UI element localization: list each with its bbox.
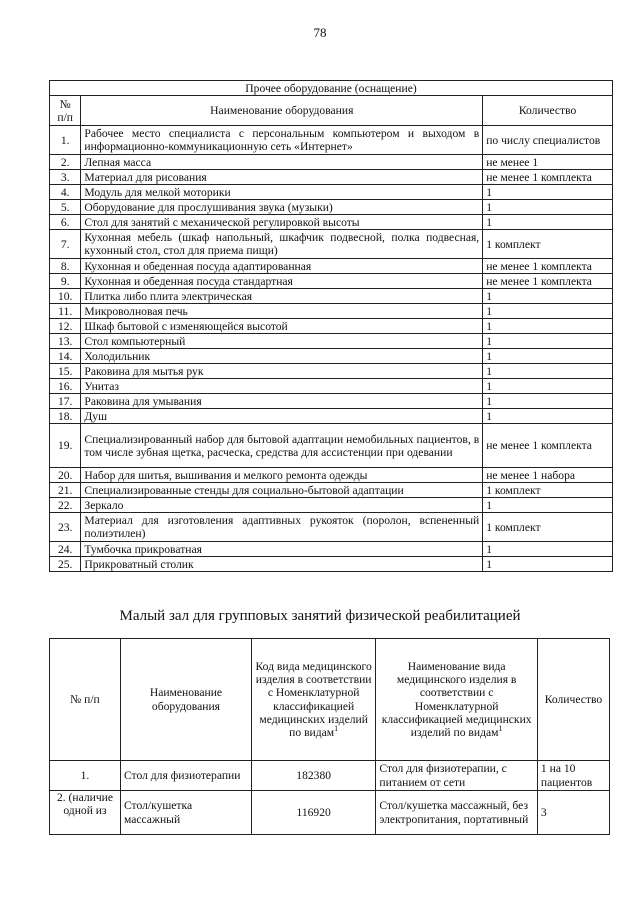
- header-kind: [376, 639, 538, 761]
- table-row: [50, 274, 613, 289]
- row-qty: 1: [483, 185, 613, 200]
- row-code: 116920: [251, 791, 375, 835]
- row-name: Рабочее место специалиста с персональным компьютером и выходом в информационно-коммуникационную сеть «Интернет»: [81, 126, 483, 155]
- row-name: Раковина для умывания: [81, 394, 483, 409]
- table-row: [50, 319, 613, 334]
- header-name: Наименование оборудования: [81, 96, 483, 126]
- row-num: 21.: [50, 483, 81, 498]
- row-name: Унитаз: [81, 379, 483, 394]
- section-title: Малый зал для групповых занятий физической реабилитацией: [119, 608, 521, 624]
- row-num: 14.: [50, 349, 81, 364]
- table-row: [50, 791, 610, 835]
- row-qty: 1: [483, 557, 613, 572]
- row-name: Шкаф бытовой с изменяющейся высотой: [81, 319, 483, 334]
- row-num: 12.: [50, 319, 81, 334]
- footnote-mark: 1: [334, 724, 339, 734]
- row-num: 24.: [50, 542, 81, 557]
- header-qty: Количество: [537, 639, 609, 761]
- table-row: [50, 304, 613, 319]
- row-qty: не менее 1 комплекта: [483, 170, 613, 185]
- row-num: 19.: [50, 424, 81, 468]
- table-row: [50, 498, 613, 513]
- table-row: [50, 379, 613, 394]
- row-qty: 1 комплект: [483, 483, 613, 498]
- row-qty: не менее 1 комплекта: [483, 259, 613, 274]
- table-row: [50, 409, 613, 424]
- row-num: 2.: [50, 155, 81, 170]
- table-row: [50, 349, 613, 364]
- row-qty: 1 комплект: [483, 513, 613, 542]
- row-num: 10.: [50, 289, 81, 304]
- table-row: [50, 185, 613, 200]
- row-qty: 1: [483, 409, 613, 424]
- row-num: 16.: [50, 379, 81, 394]
- header-name: Наименование оборудования: [120, 639, 251, 761]
- row-qty: 3: [537, 791, 609, 835]
- table-row: [50, 761, 610, 791]
- row-name: Плитка либо плита электрическая: [81, 289, 483, 304]
- table-row: [50, 424, 613, 468]
- row-name: Кухонная и обеденная посуда адаптированная: [81, 259, 483, 274]
- header-num: № п/п: [50, 96, 81, 126]
- row-name: Специализированные стенды для социально-бытовой адаптации: [81, 483, 483, 498]
- row-num: 1.: [50, 761, 121, 791]
- row-name: Материал для рисования: [81, 170, 483, 185]
- row-num: 17.: [50, 394, 81, 409]
- row-name: Специализированный набор для бытовой адаптации немобильных пациентов, в том числе зубная щетка, расческа, средства для ассистенции при одевании: [81, 424, 483, 468]
- small-hall-equipment-table: [49, 638, 610, 835]
- row-qty: 1: [483, 334, 613, 349]
- table-row: [50, 200, 613, 215]
- row-num: 3.: [50, 170, 81, 185]
- row-num: 4.: [50, 185, 81, 200]
- table-row: [50, 394, 613, 409]
- row-num: 23.: [50, 513, 81, 542]
- table-row: [50, 468, 613, 483]
- row-code: 182380: [251, 761, 375, 791]
- header-num: № п/п: [50, 639, 121, 761]
- row-qty: 1 комплект: [483, 230, 613, 259]
- row-num: 11.: [50, 304, 81, 319]
- row-name: Стол компьютерный: [81, 334, 483, 349]
- row-qty: 1: [483, 319, 613, 334]
- row-num: 7.: [50, 230, 81, 259]
- row-qty: 1: [483, 304, 613, 319]
- row-num: 6.: [50, 215, 81, 230]
- row-qty: 1: [483, 394, 613, 409]
- row-num: 5.: [50, 200, 81, 215]
- table-row: [50, 230, 613, 259]
- row-qty: не менее 1 комплекта: [483, 274, 613, 289]
- row-qty: 1 на 10 пациентов: [537, 761, 609, 791]
- row-name: Стол для занятий с механической регулировкой высоты: [81, 215, 483, 230]
- row-qty: не менее 1 набора: [483, 468, 613, 483]
- row-kind: Стол/кушетка массажный, без электропитания, портативный: [376, 791, 538, 835]
- row-qty: 1: [483, 364, 613, 379]
- row-name: Душ: [81, 409, 483, 424]
- table-row: [50, 126, 613, 155]
- table-row: [50, 364, 613, 379]
- table-row: [50, 483, 613, 498]
- row-num: 1.: [50, 126, 81, 155]
- row-num: 13.: [50, 334, 81, 349]
- row-qty: не менее 1 комплекта: [483, 424, 613, 468]
- row-qty: 1: [483, 349, 613, 364]
- row-num: 9.: [50, 274, 81, 289]
- table-row: [50, 155, 613, 170]
- row-name: Кухонная и обеденная посуда стандартная: [81, 274, 483, 289]
- row-name: Стол для физиотерапии: [120, 761, 251, 791]
- header-code: [251, 639, 375, 761]
- row-name: Материал для изготовления адаптивных рукояток (поролон, вспененный полиэтилен): [81, 513, 483, 542]
- table-row: [50, 513, 613, 542]
- row-qty: 1: [483, 215, 613, 230]
- row-name: Прикроватный столик: [81, 557, 483, 572]
- table-row: [50, 542, 613, 557]
- row-name: Кухонная мебель (шкаф напольный, шкафчик подвесной, полка подвесная, кухонный стол, стол для приема пищи): [81, 230, 483, 259]
- row-qty: не менее 1: [483, 155, 613, 170]
- row-name: Стол/кушетка массажный: [120, 791, 251, 835]
- row-name: Оборудование для прослушивания звука (музыки): [81, 200, 483, 215]
- table-row: [50, 334, 613, 349]
- row-num: 8.: [50, 259, 81, 274]
- row-name: Холодильник: [81, 349, 483, 364]
- row-qty: 1: [483, 379, 613, 394]
- table-row: [50, 215, 613, 230]
- row-name: Модуль для мелкой моторики: [81, 185, 483, 200]
- table-row: [50, 170, 613, 185]
- row-qty: по числу специалистов: [483, 126, 613, 155]
- row-name: Зеркало: [81, 498, 483, 513]
- row-qty: 1: [483, 542, 613, 557]
- row-qty: 1: [483, 498, 613, 513]
- table-caption: Прочее оборудование (оснащение): [50, 81, 613, 96]
- row-num: 22.: [50, 498, 81, 513]
- page-number: 78: [313, 25, 327, 40]
- row-name: Лепная масса: [81, 155, 483, 170]
- table-row: [50, 289, 613, 304]
- row-name: Микроволновая печь: [81, 304, 483, 319]
- row-num: 20.: [50, 468, 81, 483]
- row-kind: Стол для физиотерапии, с питанием от сети: [376, 761, 538, 791]
- row-name: Набор для шитья, вышивания и мелкого ремонта одежды: [81, 468, 483, 483]
- row-num: 18.: [50, 409, 81, 424]
- row-num: 25.: [50, 557, 81, 572]
- row-qty: 1: [483, 200, 613, 215]
- table-row: [50, 259, 613, 274]
- table-row: [50, 557, 613, 572]
- row-name: Раковина для мытья рук: [81, 364, 483, 379]
- row-qty: 1: [483, 289, 613, 304]
- row-num: 2. (наличие одной из: [50, 791, 121, 835]
- row-name: Тумбочка прикроватная: [81, 542, 483, 557]
- header-qty: Количество: [483, 96, 613, 126]
- row-num: 15.: [50, 364, 81, 379]
- header-kind-text: Наименование вида медицинского изделия в соответствии с Номенклатурной классификацией медицинских изделий по видам: [381, 659, 532, 739]
- footnote-mark: 1: [498, 724, 503, 734]
- equipment-table: [49, 80, 613, 572]
- header-code-text: Код вида медицинского изделия в соответствии с Номенклатурной классификацией медицинских изделий по видам: [255, 659, 372, 739]
